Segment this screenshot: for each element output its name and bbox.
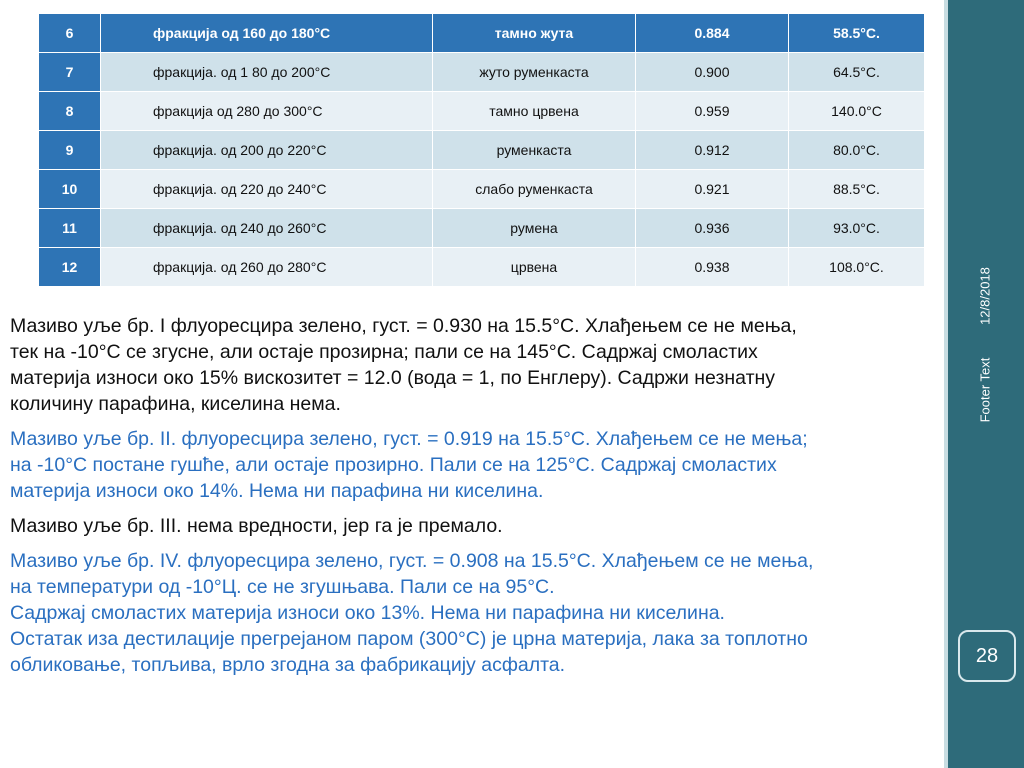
text-line: Мазиво уље бр. IV. флуоресцира зелено, густ. = 0.908 на 15.5°C. Хлађењем се не мења, bbox=[10, 550, 814, 572]
fraction-cell: фракција. од 240 до 260°C bbox=[101, 209, 433, 248]
density-cell: 0.938 bbox=[636, 248, 789, 287]
density-cell: 0.921 bbox=[636, 170, 789, 209]
row-number: 10 bbox=[39, 170, 101, 209]
row-number: 12 bbox=[39, 248, 101, 287]
table-row bbox=[39, 92, 925, 131]
text-line: Мазиво уље бр. III. нема вредности, јер га је премало. bbox=[10, 515, 503, 537]
density-cell: 0.884 bbox=[636, 14, 789, 53]
temperature-cell: 93.0°C. bbox=[789, 209, 925, 248]
color-cell: тамно црвена bbox=[433, 92, 636, 131]
density-cell: 0.912 bbox=[636, 131, 789, 170]
fraction-cell: фракција од 280 до 300°C bbox=[101, 92, 433, 131]
fraction-cell: фракција од 160 до 180°C bbox=[101, 14, 433, 53]
row-number: 7 bbox=[39, 53, 101, 92]
color-cell: руменкаста bbox=[433, 131, 636, 170]
row-number: 9 bbox=[39, 131, 101, 170]
fraction-cell: фракција. од 220 до 240°C bbox=[101, 170, 433, 209]
fraction-cell: фракција. од 260 до 280°C bbox=[101, 248, 433, 287]
text-line: количину парафина, киселина нема. bbox=[10, 393, 341, 415]
table-row bbox=[39, 248, 925, 287]
row-number: 6 bbox=[39, 14, 101, 53]
color-cell: слабо руменкаста bbox=[433, 170, 636, 209]
paragraph-oil-1 bbox=[10, 313, 955, 417]
table-row bbox=[39, 170, 925, 209]
temperature-cell: 88.5°C. bbox=[789, 170, 925, 209]
text-line: материја износи око 14%. Нема ни парафина ни киселина. bbox=[10, 480, 544, 502]
color-cell: црвена bbox=[433, 248, 636, 287]
text-line: материја износи око 15% вискозитет = 12.0 (вода = 1, по Енглеру). Садржи незнатну bbox=[10, 367, 776, 389]
text-line: Садржај смоластих материја износи око 13%. Нема ни парафина ни киселина. bbox=[10, 602, 725, 624]
temperature-cell: 58.5°C. bbox=[789, 14, 925, 53]
fractions-table bbox=[38, 13, 925, 287]
paragraph-oil-4 bbox=[10, 548, 955, 678]
slide-body bbox=[10, 313, 955, 687]
row-number: 8 bbox=[39, 92, 101, 131]
table-row bbox=[39, 14, 925, 53]
text-line: Мазиво уље бр. II. флуоресцира зелено, густ. = 0.919 на 15.5°C. Хлађењем се не мења; bbox=[10, 428, 808, 450]
page-number: 28 bbox=[975, 645, 999, 667]
color-cell: жуто руменкаста bbox=[433, 53, 636, 92]
color-cell: румена bbox=[433, 209, 636, 248]
paragraph-oil-2 bbox=[10, 426, 955, 504]
text-line: Мазиво уље бр. I флуоресцира зелено, густ. = 0.930 на 15.5°C. Хлађењем се не мења, bbox=[10, 315, 797, 337]
temperature-cell: 108.0°C. bbox=[789, 248, 925, 287]
temperature-cell: 64.5°C. bbox=[789, 53, 925, 92]
temperature-cell: 80.0°C. bbox=[789, 131, 925, 170]
text-line: тек на -10°C се згусне, али остаје прозирна; пали се на 145°C. Садржај смоластих bbox=[10, 341, 758, 363]
color-cell: тамно жута bbox=[433, 14, 636, 53]
table-row bbox=[39, 131, 925, 170]
density-cell: 0.936 bbox=[636, 209, 789, 248]
fraction-cell: фракција. од 1 80 до 200°C bbox=[101, 53, 433, 92]
fraction-cell: фракција. од 200 до 220°C bbox=[101, 131, 433, 170]
temperature-cell: 140.0°C bbox=[789, 92, 925, 131]
slide-date: 12/8/2018 bbox=[977, 267, 993, 325]
text-line: Остатак иза дестилације прегрејаном паром (300°C) је црна материја, лака за топлотно bbox=[10, 628, 808, 650]
density-cell: 0.900 bbox=[636, 53, 789, 92]
text-line: обликовање, топљива, врло згодна за фабрикацију асфалта. bbox=[10, 654, 566, 676]
row-number: 11 bbox=[39, 209, 101, 248]
page-number-badge bbox=[958, 630, 1016, 682]
density-cell: 0.959 bbox=[636, 92, 789, 131]
table-row bbox=[39, 53, 925, 92]
slide-footer: Footer Text bbox=[977, 357, 993, 423]
table-row bbox=[39, 209, 925, 248]
paragraph-oil-3 bbox=[10, 513, 955, 539]
text-line: на температури од -10°Ц. се не згушњава. Пали се на 95°C. bbox=[10, 576, 555, 598]
text-line: на -10°C постане гушће, али остаје прозирно. Пали се на 125°C. Садржај смоластих bbox=[10, 454, 777, 476]
